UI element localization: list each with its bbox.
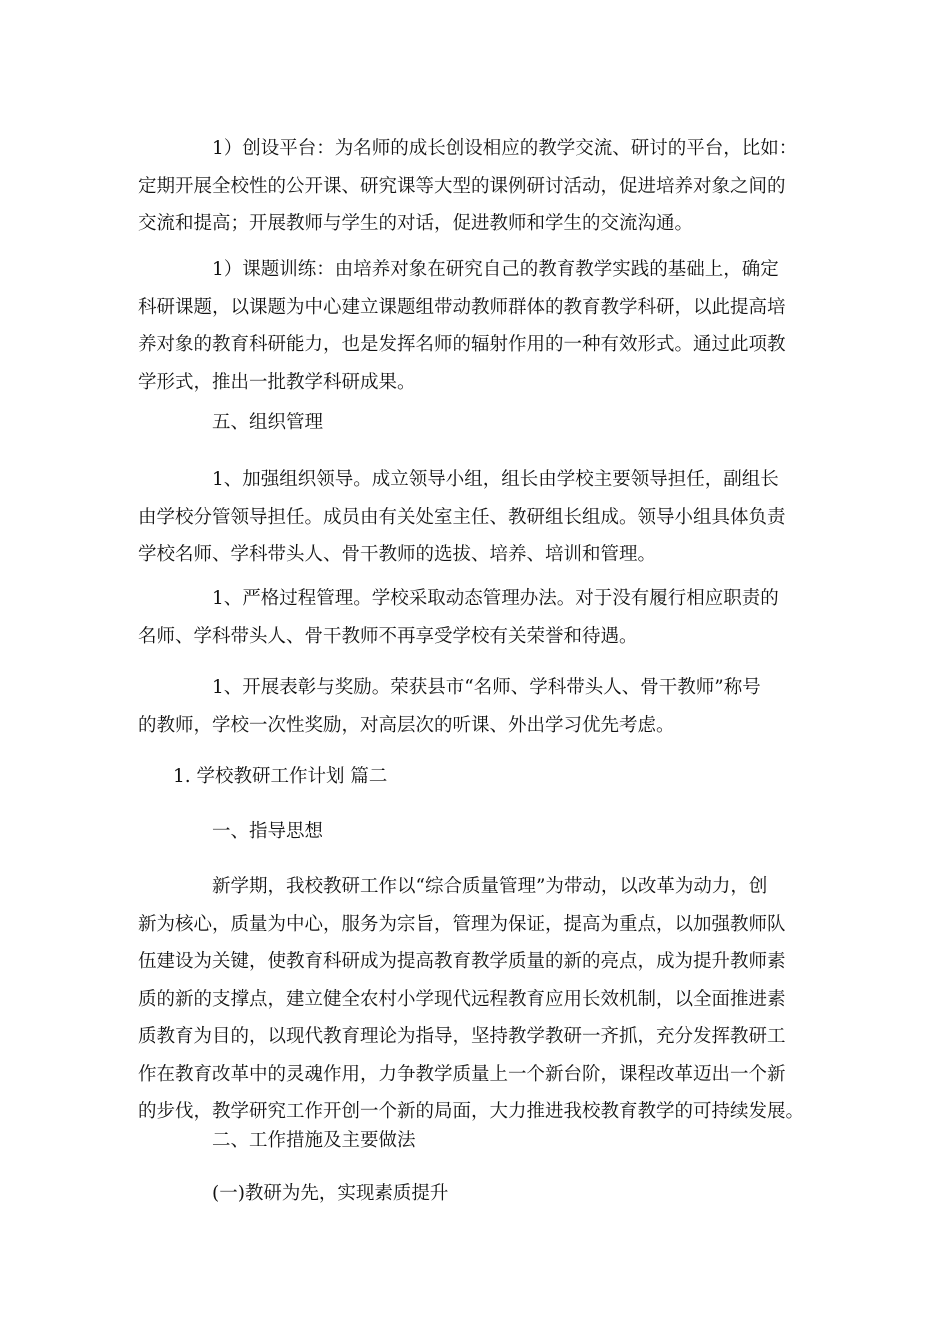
paragraph-create-platform [138,130,828,243]
subheading-research-first [138,1175,828,1213]
text-line: 定期开展全校性的公开课、研究课等大型的课例研讨活动，促进培养对象之间的 [138,175,786,197]
text-line: 1、开展表彰与奖励。荣获县市“名师、学科带头人、骨干教师”称号 [212,677,761,698]
text-line: 的步伐，教学研究工作开创一个新的局面，大力推进我校教育教学的可持续发展。 [138,1101,805,1122]
section-title [138,758,828,796]
text-line: 新为核心，质量为中心，服务为宗旨，管理为保证，提高为重点，以加强教师队 [138,913,786,935]
paragraph-strengthen-leadership [138,461,828,574]
heading-organization-management [138,404,828,442]
text-line: 养对象的教育科研能力，也是发挥名师的辐射作用的一种有效形式。通过此项教 [138,334,786,355]
paragraph-topic-training [138,251,828,401]
heading-text: (一)教研为先，实现素质提升 [212,1183,449,1204]
heading-text: 二、工作措施及主要做法 [212,1130,416,1151]
text-line: 由学校分管领导担任。成员由有关处室主任、教研组长组成。领导小组具体负责 [138,506,786,528]
text-line: 1）课题训练：由培养对象在研究自己的教育教学实践的基础上，确定 [212,259,779,280]
text-line: 质的新的支撑点，建立健全农村小学现代远程教育应用长效机制，以全面推进素 [138,988,786,1010]
text-line: 质教育为目的，以现代教育理论为指导，坚持教学教研一齐抓，充分发挥教研工 [138,1026,786,1047]
text-line: 1、严格过程管理。学校采取动态管理办法。对于没有履行相应职责的 [212,588,779,609]
text-line: 学形式，推出一批教学科研成果。 [138,371,416,393]
text-line: 的教师，学校一次性奖励，对高层次的听课、外出学习优先考虑。 [138,714,675,736]
heading-guiding-ideology [138,813,828,851]
text-line: 1、加强组织领导。成立领导小组，组长由学校主要领导担任，副组长 [212,469,779,490]
text-line: 科研课题，以课题为中心建立课题组带动教师群体的教育教学科研，以此提高培 [138,296,786,318]
heading-work-measures [138,1122,828,1160]
text-line: 作在教育改革中的灵魂作用，力争教学质量上一个新台阶，课程改革迈出一个新 [138,1063,786,1085]
paragraph-rewards [138,669,828,744]
text-line: 学校名师、学科带头人、骨干教师的选拔、培养、培训和管理。 [138,544,657,565]
paragraph-new-semester [138,868,828,1131]
section-title-text: 1. 学校教研工作计划 篇二 [173,766,388,787]
text-line: 名师、学科带头人、骨干教师不再享受学校有关荣誉和待遇。 [138,625,638,647]
heading-text: 五、组织管理 [212,412,324,433]
text-line: 交流和提高；开展教师与学生的对话，促进教师和学生的交流沟通。 [138,213,694,234]
heading-text: 一、指导思想 [212,821,324,842]
text-line: 1）创设平台：为名师的成长创设相应的教学交流、研讨的平台，比如： [212,138,798,159]
text-line: 新学期，我校教研工作以“综合质量管理”为带动，以改革为动力，创 [212,876,768,897]
text-line: 伍建设为关键，使教育科研成为提高教育教学质量的新的亮点，成为提升教师素 [138,951,786,972]
paragraph-process-management [138,580,828,655]
